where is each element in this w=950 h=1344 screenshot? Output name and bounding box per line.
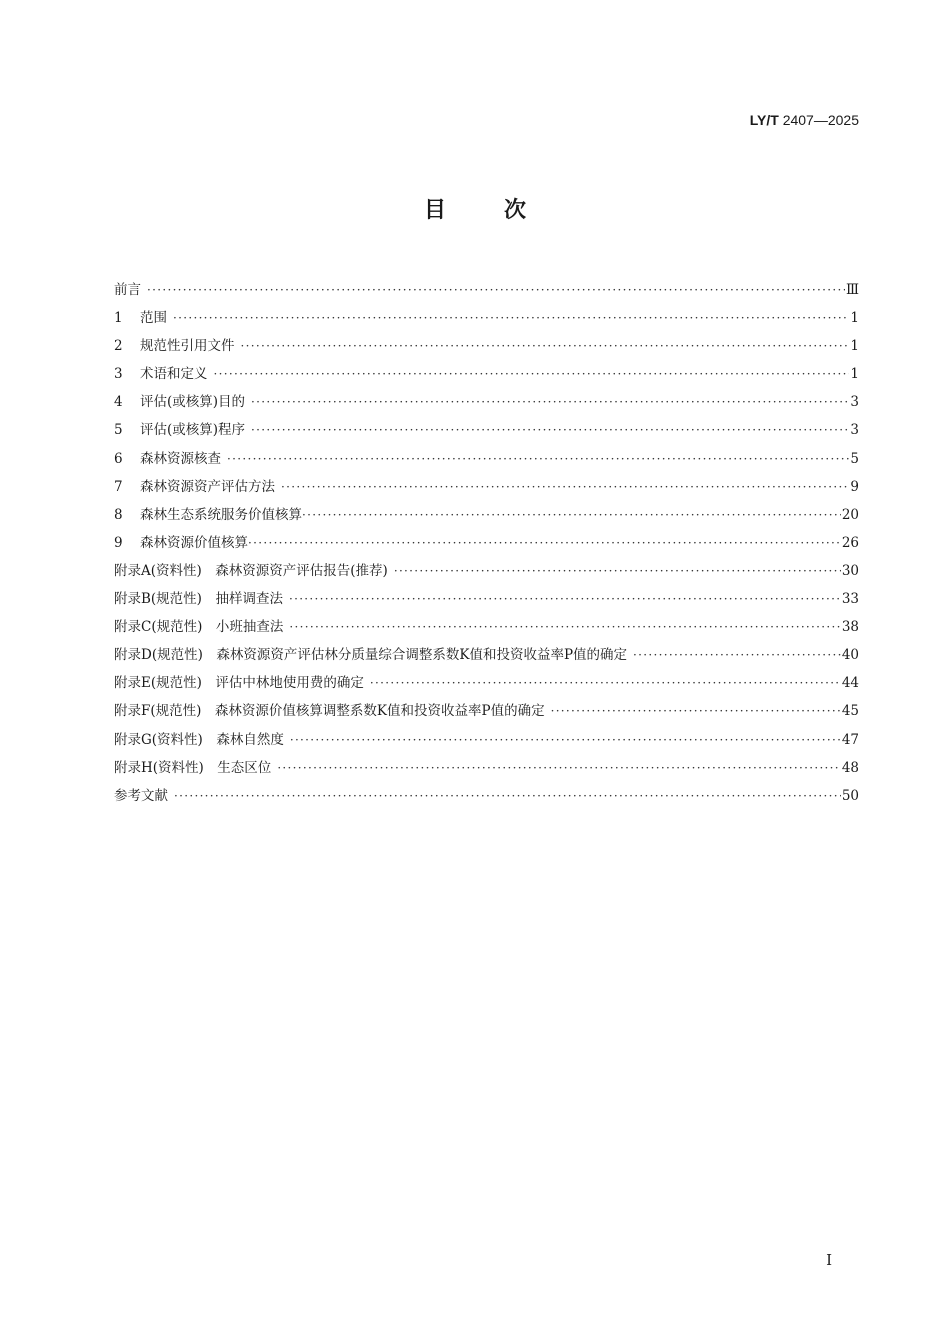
toc-entry-page: 3 xyxy=(850,422,859,439)
toc-leader-dots xyxy=(370,669,841,697)
toc-leader-dots xyxy=(394,557,841,585)
toc-entry-label: 附录A(资料性) 森林资源资产评估报告(推荐) xyxy=(114,562,388,579)
toc-leader-dots xyxy=(289,613,840,641)
toc-leader-dots xyxy=(277,754,841,782)
toc-entry-label: 附录F(规范性) 森林资源价值核算调整系数K值和投资收益率P值的确定 xyxy=(114,703,545,720)
toc-leader-dots xyxy=(251,416,849,444)
toc-entry-page: Ⅲ xyxy=(845,282,859,298)
toc-entry-9[interactable] xyxy=(114,529,859,557)
toc-leader-dots xyxy=(173,304,849,332)
toc-entry-page: 1 xyxy=(850,366,859,383)
toc-entry-label: 森林资源价值核算 xyxy=(140,534,248,551)
toc-leader-dots xyxy=(248,529,841,557)
toc-entry-page: 47 xyxy=(841,731,859,748)
toc-entry-8[interactable] xyxy=(114,501,859,529)
toc-entry-3[interactable] xyxy=(114,360,859,388)
standard-number: 2407—2025 xyxy=(782,112,859,128)
toc-entry-number: 4 xyxy=(114,394,123,411)
toc-entry-number: 2 xyxy=(114,338,123,355)
toc-entry-page: 40 xyxy=(841,647,859,664)
toc-entry-page: 48 xyxy=(841,759,859,776)
toc-entry-7[interactable] xyxy=(114,473,859,501)
toc-entry-number: 1 xyxy=(114,310,123,327)
toc-entry-references[interactable] xyxy=(114,782,859,810)
toc-entry-page: 38 xyxy=(841,619,859,636)
toc-entry-label: 附录B(规范性) 抽样调查法 xyxy=(114,591,283,608)
toc-leader-dots xyxy=(214,360,850,388)
toc-entry-label: 森林资源核查 xyxy=(140,450,221,467)
toc-entry-appendix-c[interactable] xyxy=(114,613,859,641)
toc-entry-page: 45 xyxy=(841,703,859,720)
toc-entry-page: 1 xyxy=(850,310,859,327)
toc-entry-1[interactable] xyxy=(114,304,859,332)
toc-entry-appendix-e[interactable] xyxy=(114,669,859,697)
toc-leader-dots xyxy=(290,726,841,754)
toc-entry-page: 3 xyxy=(850,394,859,411)
toc-entry-number: 9 xyxy=(114,534,123,551)
page-number: I xyxy=(826,1251,832,1269)
toc-entry-foreword[interactable] xyxy=(114,276,859,304)
toc-entry-label: 评估(或核算)目的 xyxy=(140,394,246,411)
toc-entry-number: 6 xyxy=(114,450,123,467)
toc-entry-6[interactable] xyxy=(114,445,859,473)
toc-entry-appendix-d[interactable] xyxy=(114,641,859,669)
toc-entry-5[interactable] xyxy=(114,416,859,444)
toc-entry-label: 前言 xyxy=(114,282,141,298)
toc-entry-page: 26 xyxy=(841,534,859,551)
toc-entry-label: 附录C(规范性) 小班抽查法 xyxy=(114,619,284,636)
toc-entry-label: 附录G(资料性) 森林自然度 xyxy=(114,731,284,748)
toc-entry-page: 20 xyxy=(841,506,859,523)
toc-entry-appendix-h[interactable] xyxy=(114,754,859,782)
toc-leader-dots xyxy=(302,501,841,529)
toc-entry-number: 8 xyxy=(114,506,123,523)
toc-entry-page: 33 xyxy=(841,591,859,608)
toc-entry-appendix-f[interactable] xyxy=(114,697,859,725)
toc-entry-label: 附录D(规范性) 森林资源资产评估林分质量综合调整系数K值和投资收益率P值的确定 xyxy=(114,647,628,664)
toc-entry-label: 附录H(资料性) 生态区位 xyxy=(114,759,272,776)
toc-leader-dots xyxy=(289,585,841,613)
page-title: 目次 xyxy=(423,198,584,223)
toc-leader-dots xyxy=(633,641,841,669)
toc-entry-page: 5 xyxy=(850,450,859,467)
toc-entry-label: 范围 xyxy=(140,310,167,327)
toc-entry-page: 50 xyxy=(841,787,859,804)
toc-leader-dots xyxy=(241,332,850,360)
toc-entry-appendix-b[interactable] xyxy=(114,585,859,613)
toc-entry-label: 附录E(规范性) 评估中林地使用费的确定 xyxy=(114,675,364,692)
toc-entry-label: 评估(或核算)程序 xyxy=(140,422,246,439)
toc-entry-label: 术语和定义 xyxy=(140,366,208,383)
table-of-contents xyxy=(114,276,859,810)
toc-leader-dots xyxy=(551,697,841,725)
toc-entry-label: 参考文献 xyxy=(114,787,168,804)
toc-entry-number: 7 xyxy=(114,478,123,495)
toc-entry-appendix-a[interactable] xyxy=(114,557,859,585)
standard-code xyxy=(750,110,859,130)
toc-entry-number: 3 xyxy=(114,366,123,383)
toc-entry-label: 规范性引用文件 xyxy=(140,338,235,355)
toc-leader-dots xyxy=(227,445,849,473)
toc-entry-appendix-g[interactable] xyxy=(114,726,859,754)
standard-prefix: LY/T xyxy=(749,112,779,128)
toc-leader-dots xyxy=(251,388,849,416)
toc-entry-2[interactable] xyxy=(114,332,859,360)
toc-entry-page: 30 xyxy=(841,562,859,579)
toc-entry-label: 森林生态系统服务价值核算 xyxy=(140,506,302,523)
toc-leader-dots xyxy=(281,473,849,501)
toc-entry-4[interactable] xyxy=(114,388,859,416)
toc-entry-number: 5 xyxy=(114,422,123,439)
toc-leader-dots xyxy=(147,276,845,304)
toc-leader-dots xyxy=(174,782,841,810)
toc-entry-page: 9 xyxy=(850,478,859,495)
toc-entry-label: 森林资源资产评估方法 xyxy=(140,478,275,495)
toc-entry-page: 1 xyxy=(850,338,859,355)
toc-entry-page: 44 xyxy=(841,675,859,692)
